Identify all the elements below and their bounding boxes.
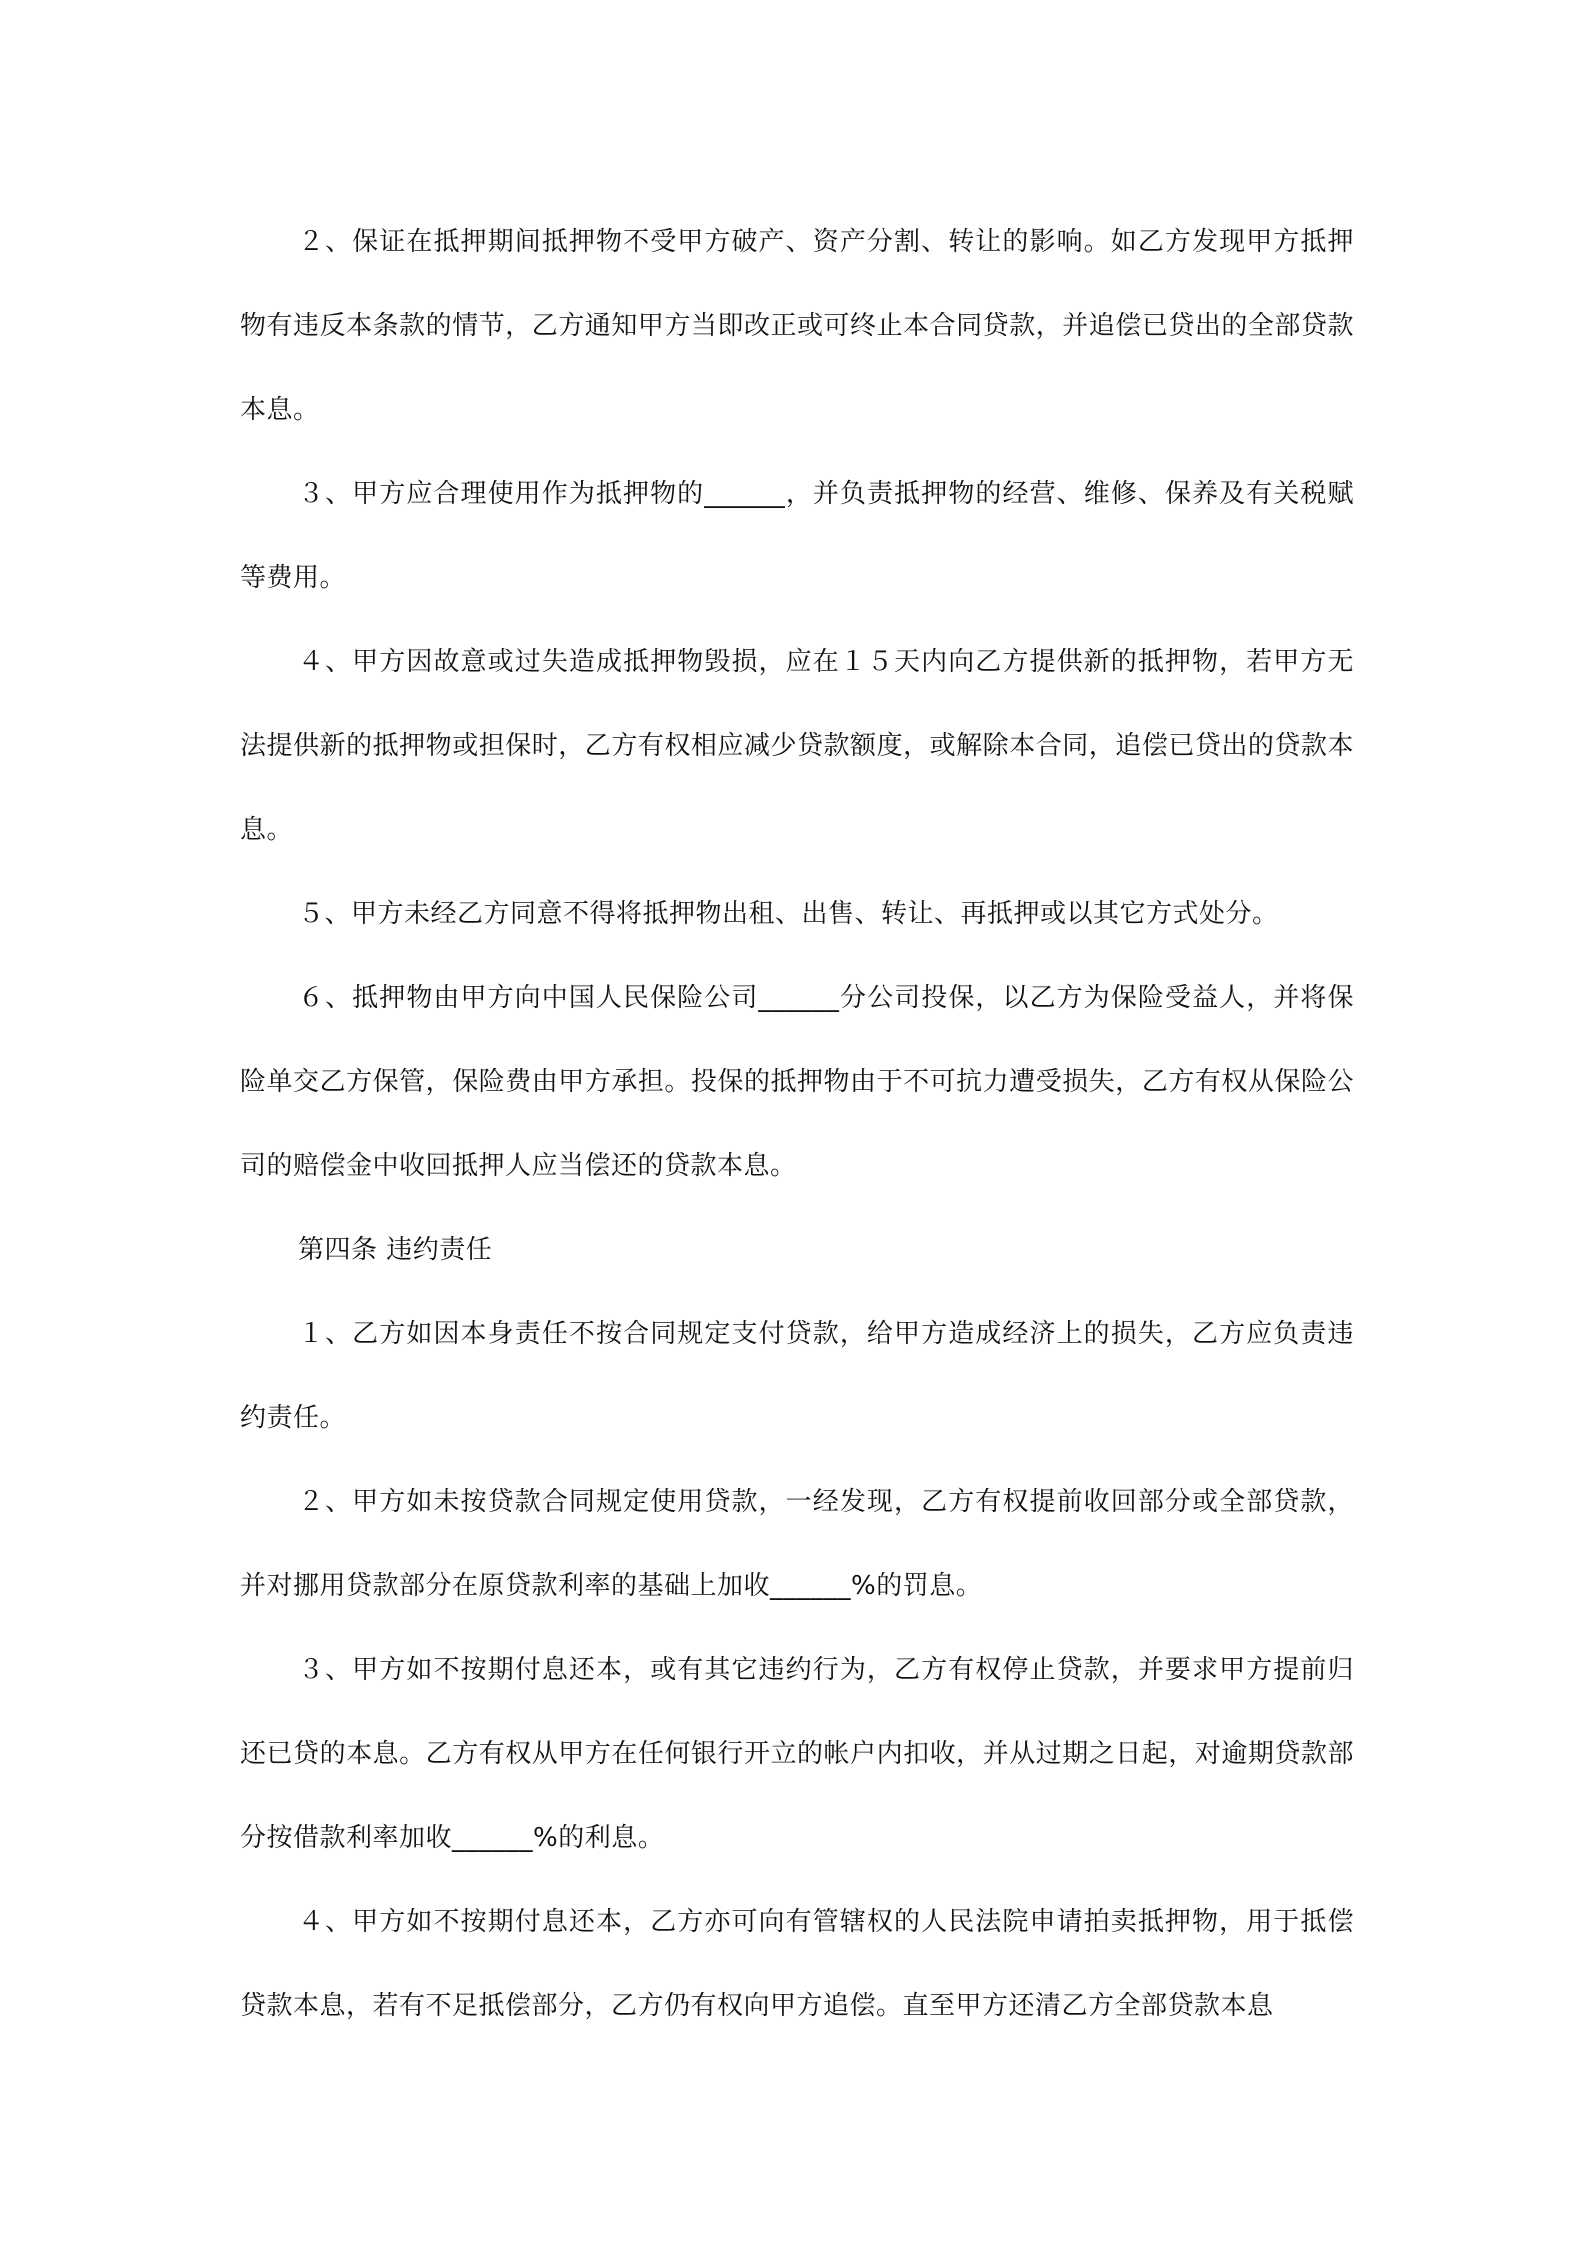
paragraph-liability-3: ３、甲方如不按期付息还本，或有其它违约行为，乙方有权停止贷款，并要求甲方提前归还已贷的本息。乙方有权从甲方在任何银行开立的帐户内扣收，并从过期之日起，对逾期贷款部分按借款利率加收______%的利息。 [240,1655,1354,1853]
paragraph-clause-3: ３、甲方应合理使用作为抵押物的______，并负责抵押物的经营、维修、保养及有关税赋等费用。 [240,479,1354,593]
document-page [240,200,1354,2048]
paragraph-clause-2: ２、保证在抵押期间抵押物不受甲方破产、资产分割、转让的影响。如乙方发现甲方抵押物有违反本条款的情节，乙方通知甲方当即改正或可终止本合同贷款，并追偿已贷出的全部贷款本息。 [240,227,1354,425]
paragraph-liability-1: １、乙方如因本身责任不按合同规定支付贷款，给甲方造成经济上的损失，乙方应负责违约责任。 [240,1319,1354,1433]
paragraph-clause-4: ４、甲方因故意或过失造成抵押物毁损，应在１５天内向乙方提供新的抵押物，若甲方无法提供新的抵押物或担保时，乙方有权相应减少贷款额度，或解除本合同，追偿已贷出的贷款本息。 [240,647,1354,845]
paragraph-liability-4: ４、甲方如不按期付息还本，乙方亦可向有管辖权的人民法院申请拍卖抵押物，用于抵偿贷款本息，若有不足抵偿部分，乙方仍有权向甲方追偿。直至甲方还清乙方全部贷款本息 [240,1907,1354,2021]
paragraph-liability-2: ２、甲方如未按贷款合同规定使用贷款，一经发现，乙方有权提前收回部分或全部贷款，并对挪用贷款部分在原贷款利率的基础上加收______%的罚息。 [240,1487,1354,1601]
paragraph-clause-6: ６、抵押物由甲方向中国人民保险公司______分公司投保，以乙方为保险受益人，并将保险单交乙方保管，保险费由甲方承担。投保的抵押物由于不可抗力遭受损失，乙方有权从保险公司的赔偿金中收回抵押人应当偿还的贷款本息。 [240,983,1354,1181]
paragraph-clause-5: ５、甲方未经乙方同意不得将抵押物出租、出售、转让、再抵押或以其它方式处分。 [298,899,1279,929]
section-heading: 第四条 违约责任 [298,1235,493,1265]
